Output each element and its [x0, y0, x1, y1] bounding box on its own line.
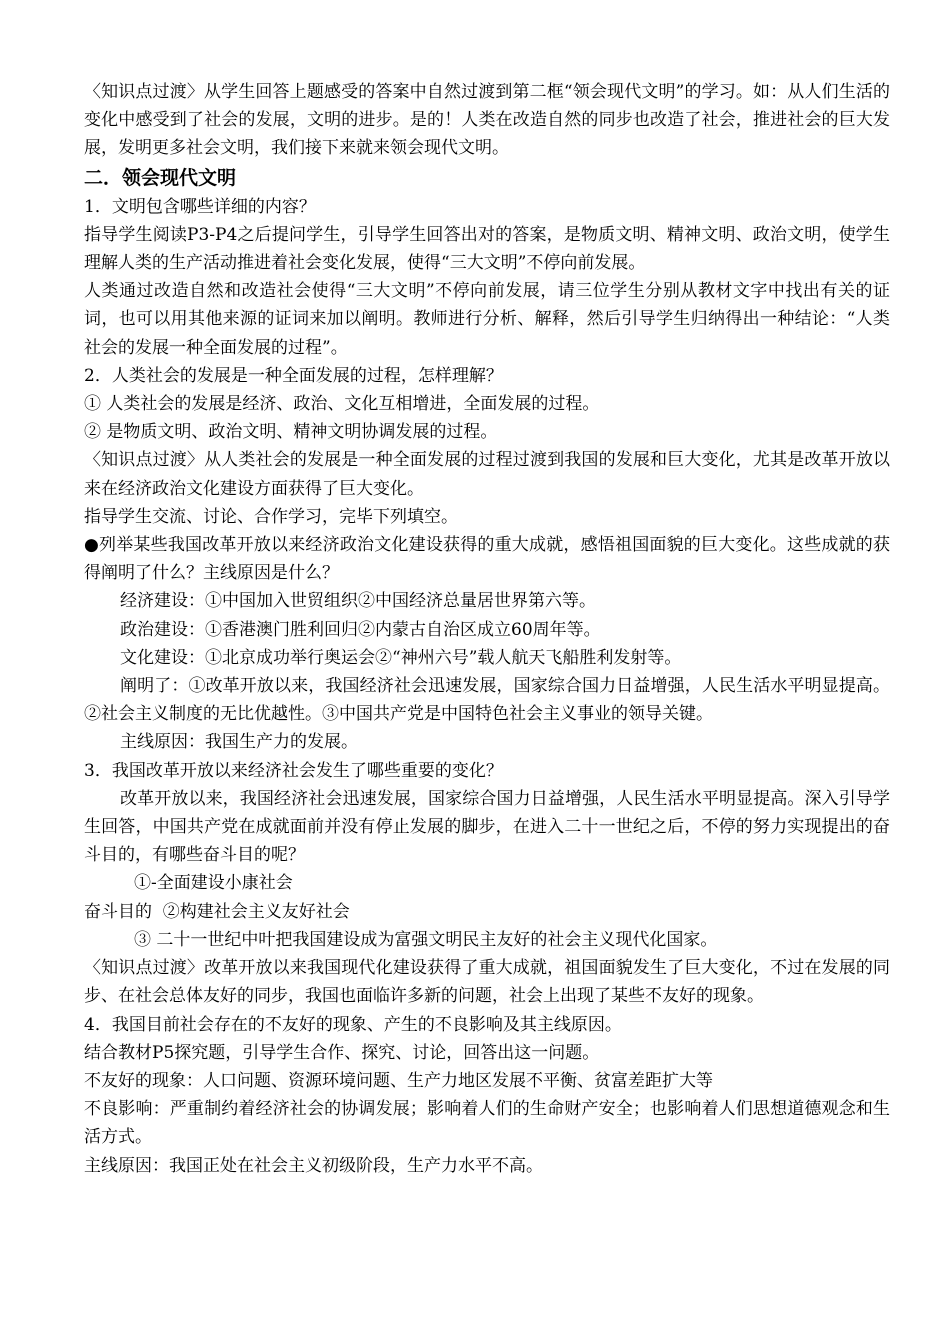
transition-paragraph-2: 〈知识点过渡〉从人类社会的发展是一种全面发展的过程过渡到我国的发展和巨大变化，尤其是改革开放以来在经济政治文化建设方面获得了巨大变化。 — [84, 450, 890, 499]
guidance-paragraph-1: 指导学生阅读P3-P4之后提问学生，引导学生回答出对的答案，是物质文明、精神文明、政治文明，使学生理解人类的生产活动推进着社会变化发展，使得“三大文明”不停向前发展。 — [84, 224, 890, 274]
bullet-task: ●列举某些我国改革开放以来经济政治文化建设获得的重大成就，感悟祖国面貌的巨大变化。这些成就的获得阐明了什么？主线原因是什么？ — [84, 535, 890, 584]
root-cause-1: 主线原因：我国生产力的发展。 — [120, 732, 358, 753]
transition-paragraph-1: 〈知识点过渡〉从学生回答上题感受的答案中自然过渡到第二框“领会现代文明”的学习。如：从人们生活的变化中感受到了社会的发展，文明的进步。是的！人类在改造自然的同步也改造了社会，推进社会的巨大发展，发明更多社会文明，我们接下来就来领会现代文明。 — [84, 82, 890, 159]
economic-construction: 经济建设：①中国加入世贸组织②中国经济总量居世界第六等。 — [120, 591, 596, 612]
answer-2-point-2: ② 是物质文明、政治文明、精神文明协调发展的过程。 — [84, 422, 498, 443]
goal-1: ①-全面建设小康社会 — [134, 873, 293, 894]
question-4: 4．我国目前社会存在的不友好的现象、产生的不良影响及其主线原因。 — [84, 1014, 622, 1035]
question-2: 2．人类社会的发展是一种全面发展的过程，怎样理解？ — [84, 365, 503, 386]
cultural-construction: 文化建设：①北京成功举行奥运会②“神州六号”载人航天飞船胜利发射等。 — [120, 647, 682, 668]
unfriendly-phenomena: 不友好的现象：人口问题、资源环境问题、生产力地区发展不平衡、贫富差距扩大等 — [84, 1070, 713, 1091]
section-heading: 二．领会现代文明 — [84, 166, 237, 189]
question-3: 3．我国改革开放以来经济社会发生了哪些重要的变化？ — [84, 760, 503, 781]
adverse-effects: 不良影响：严重制约着经济社会的协调发展；影响着人们的生命财产安全；也影响着人们思想道德观念和生活方式。 — [84, 1099, 890, 1148]
question-1: 1．文明包含哪些详细的内容？ — [84, 196, 316, 217]
transition-paragraph-3: 〈知识点过渡〉改革开放以来我国现代化建设获得了重大成就，祖国面貌发生了巨大变化，不过在发展的同步、在社会总体友好的同步，我国也面临许多新的问题，社会上出现了某些不友好的现象。 — [84, 958, 890, 1007]
guidance-paragraph-2: 人类通过改造自然和改造社会使得“三大文明”不停向前发展，请三位学生分别从教材文字中找出有关的证词，也可以用其他来源的证词来加以阐明。教师进行分析、解释，然后引导学生归纳得出一种结论：“人类社会的发展一种全面发展的过程”。 — [84, 281, 890, 358]
instruction-paragraph: 指导学生交流、讨论、合作学习，完毕下列填空。 — [84, 506, 458, 527]
guidance-paragraph-3: 结合教材P5探究题，引导学生合作、探究、讨论，回答出这一问题。 — [84, 1042, 600, 1063]
political-construction: 政治建设：①香港澳门胜利回归②内蒙古自治区成立60周年等。 — [120, 619, 601, 640]
answer-3-paragraph: 改革开放以来，我国经济社会迅速发展，国家综合国力日益增强，人民生活水平明显提高。深入引导学生回答，中国共产党在成就面前并没有停止发展的脚步，在进入二十一世纪之后，不停的努力实现提出的奋斗目的，有哪些奋斗目的呢？ — [84, 788, 890, 866]
goal-3: ③ 二十一世纪中叶把我国建设成为富强文明民主友好的社会主义现代化国家。 — [134, 929, 718, 950]
goal-2: 奋斗目的 ②构建社会主义友好社会 — [84, 901, 350, 922]
answer-2-point-1: ① 人类社会的发展是经济、政治、文化互相增进，全面发展的过程。 — [84, 394, 600, 415]
root-cause-2: 主线原因：我国正处在社会主义初级阶段，生产力水平不高。 — [84, 1155, 543, 1176]
explanation-paragraph: 阐明了：①改革开放以来，我国经济社会迅速发展，国家综合国力日益增强，人民生活水平明显提高。②社会主义制度的无比优越性。③中国共产党是中国特色社会主义事业的领导关键。 — [84, 676, 890, 725]
